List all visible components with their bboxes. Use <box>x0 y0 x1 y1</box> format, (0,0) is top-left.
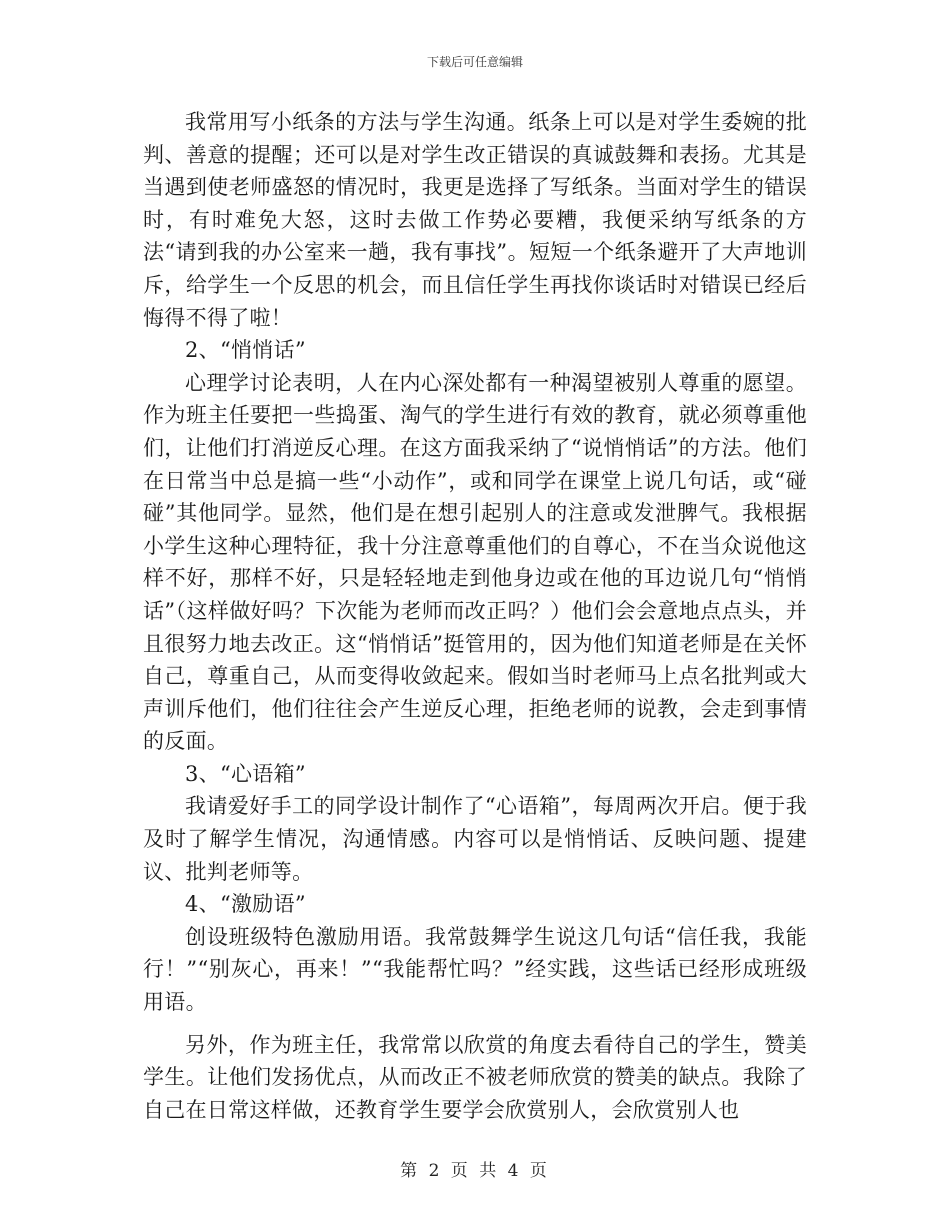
page-header: 下载后可任意编辑 <box>426 55 523 69</box>
page-footer: 第 2 页 共 4 页 <box>400 1161 550 1181</box>
paragraph-encouragement: 创设班级特色激励用语。我常鼓舞学生说这几句话“信任我，我能行！”“别灰心，再来！”“我能帮忙吗？”经实践，这些话已经形成班级用语。 <box>143 924 807 1015</box>
document-body <box>143 106 807 1126</box>
heading-encouragement: 4、“激励语” <box>185 892 306 917</box>
heading-heart-box: 3、“心语箱” <box>185 761 306 786</box>
paragraph-heart-box: 我请爱好手工的同学设计制作了“心语箱”，每周两次开启。便于我及时了解学生情况，沟通情感。内容可以是悄悄话、反映问题、提建议、批判老师等。 <box>143 794 807 884</box>
paragraph-whisper: 心理学讨论表明，人在内心深处都有一种渴望被别人尊重的愿望。作为班主任要把一些捣蛋、淘气的学生进行有效的教育，就必须尊重他们，让他们打消逆反心理。在这方面我采纳了“说悄悄话”的方法。他们在日常当中总是搞一些“小动作”，或和同学在课堂上说几句话，或“碰碰”其他同学。显然，他们是在想引起别人的注意或发泄脾气。我根据小学生这种心理特征，我十分注意尊重他们的自尊心，不在当众说他这样不好，那样不好，只是轻轻地走到他身边或在他的耳边说几句“悄悄话”（这样做好吗？下次能为老师而改正吗？）他们会会意地点点头，并且很努力地去改正。这“悄悄话”挺管用的，因为他们知道老师是在关怀自己，尊重自己，从而变得收敛起来。假如当时老师马上点名批判或大声训斥他们，他们往往会产生逆反心理，拒绝老师的说教，会走到事情的反面。 <box>143 370 807 754</box>
paragraph-notes: 我常用写小纸条的方法与学生沟通。纸条上可以是对学生委婉的批判、善意的提醒；还可以是对学生改正错误的真诚鼓舞和表扬。尤其是当遇到使老师盛怒的情况时，我更是选择了写纸条。当面对学生的错误时，有时难免大怒，这时去做工作势必要糟，我便采纳写纸条的方法“请到我的办公室来一趟，我有事找”。短短一个纸条避开了大声地训斥，给学生一个反思的机会，而且信任学生再找你谈话时对错误已经后悔得不得了啦！ <box>143 110 807 330</box>
paragraph-appreciation: 另外，作为班主任，我常常以欣赏的角度去看待自己的学生，赞美学生。让他们发扬优点，从而改正不被老师欣赏的赞美的缺点。我除了自己在日常这样做，还教育学生要学会欣赏别人，会欣赏别人也 <box>143 1032 807 1122</box>
heading-whisper: 2、“悄悄话” <box>185 338 306 363</box>
